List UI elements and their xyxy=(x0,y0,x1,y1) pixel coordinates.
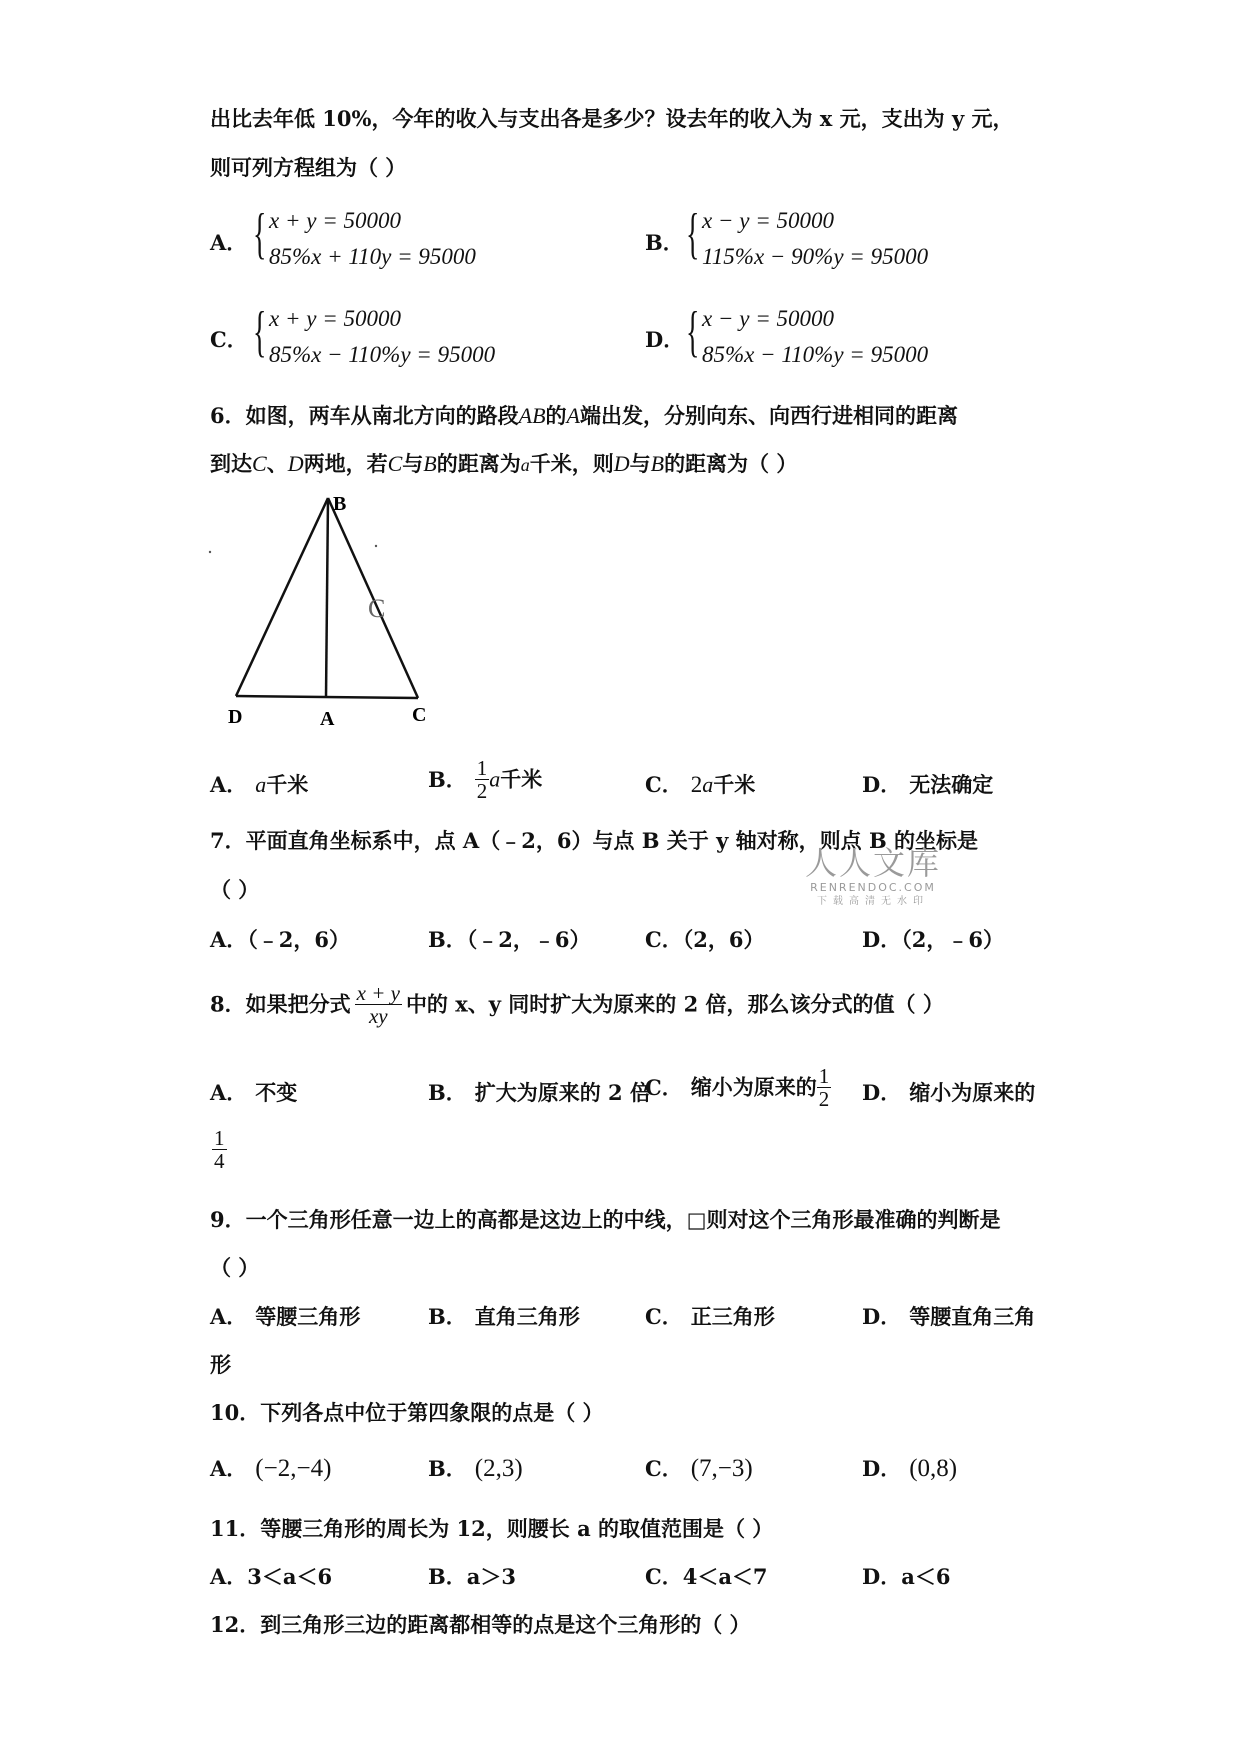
q10-line1: 10．下列各点中位于第四象限的点是（ ） xyxy=(210,1400,604,1425)
q8-option-d-fraction xyxy=(212,1127,227,1172)
segment-dc xyxy=(236,696,418,698)
speck xyxy=(375,545,377,547)
q5-option-c-eq2: 85%x − 110%y = 95000 xyxy=(269,342,496,367)
q11-option-b: B．a＞3 xyxy=(428,1564,516,1589)
q11-option-a: A．3＜a＜6 xyxy=(210,1564,333,1589)
fraction-half: $\frac{1}{2}$ xyxy=(476,756,488,803)
q5-option-d-eq1: x − y = 50000 xyxy=(702,306,834,331)
q5-line2: 则可列方程组为（ ） xyxy=(210,155,407,180)
watermark-slogan: 下载高清无水印 xyxy=(817,896,929,907)
q5-option-b-eq2: 115%x − 90%y = 95000 xyxy=(702,244,929,269)
q8-option-d: D． 缩小为原来的 xyxy=(862,1080,1036,1105)
segment-bd xyxy=(236,498,328,696)
q9-option-d: D． 等腰直角三角 xyxy=(862,1304,1036,1329)
segment-ba xyxy=(326,498,328,697)
q6-option-b: B． $\frac{1}{2}$ a千米 xyxy=(428,756,543,803)
q9-option-b: B． 直角三角形 xyxy=(428,1304,580,1329)
q5-option-a-label: A． xyxy=(210,230,248,255)
q9-option-d-wrap: 形 xyxy=(210,1352,231,1377)
q11-option-c: C．4＜a＜7 xyxy=(645,1564,768,1589)
fraction-x-plus-y-over-xy: $\frac{x + y}{xy}$ xyxy=(356,981,400,1028)
q6-option-d: D． 无法确定 xyxy=(862,772,994,797)
q9-option-a: A． 等腰三角形 xyxy=(210,1304,361,1329)
brace-icon: { xyxy=(686,301,700,363)
brace-icon: { xyxy=(686,203,700,265)
label-b: B xyxy=(333,493,347,515)
speck xyxy=(209,551,211,553)
label-c-mark: C xyxy=(368,594,386,623)
q10-option-b: B． (2,3) xyxy=(428,1455,523,1482)
q7-line2: （ ） xyxy=(210,877,260,902)
q9-line1: 9．一个三角形任意一边上的高都是这边上的中线，□则对这个三角形最准确的判断是 xyxy=(210,1207,1001,1232)
q6-line2: 到达C、D两地，若C与B的距离为a千米，则D与B的距离为（ ） xyxy=(210,451,798,476)
q5-option-c-eq1: x + y = 50000 xyxy=(269,306,401,331)
q5-option-d-label: D． xyxy=(645,327,685,352)
q10-option-a: A． (−2,−4) xyxy=(210,1455,332,1482)
q7-option-c: C．（2，6） xyxy=(645,927,765,952)
q5-option-a-eq1: x + y = 50000 xyxy=(269,208,401,233)
fraction-quarter: $\frac{1}{4}$ xyxy=(214,1126,225,1173)
label-d: D xyxy=(228,706,243,728)
q5-option-c-label: C． xyxy=(210,327,248,352)
q11-option-d: D．a＜6 xyxy=(862,1564,951,1589)
watermark-domain: RENRENDOC.COM xyxy=(810,881,936,894)
q7-option-a: A．（﹣2，6） xyxy=(210,927,351,952)
label-a: A xyxy=(320,708,335,730)
q7-option-d: D．（2，﹣6） xyxy=(862,927,1004,952)
q12-line1: 12．到三角形三边的距离都相等的点是这个三角形的（ ） xyxy=(210,1612,751,1637)
q6-option-a: A． a千米 xyxy=(210,772,309,797)
label-c: C xyxy=(412,704,427,726)
q10-option-c: C． (7,−3) xyxy=(645,1455,753,1482)
q5-line1: 出比去年低 10%，今年的收入与支出各是多少？设去年的收入为 x 元，支出为 y 元， xyxy=(210,106,1014,131)
q7-option-b: B．（﹣2，﹣6） xyxy=(428,927,591,952)
q5-option-b-label: B． xyxy=(645,230,684,255)
q8-line1: 8．如果把分式 $\frac{x + y}{xy}$ 中的 x、y 同时扩大为原来的 2 倍，那么该分式的值（ ） xyxy=(210,981,944,1028)
watermark-title: 人人文库 xyxy=(805,844,942,882)
q7-line1: 7．平面直角坐标系中，点 A（﹣2，6）与点 B 关于 y 轴对称，则点 B 的坐标是 xyxy=(210,828,979,853)
q10-option-d: D． (0,8) xyxy=(862,1455,958,1482)
brace-icon: { xyxy=(253,203,267,265)
q6-option-c: C． 2a千米 xyxy=(645,772,756,797)
q5-option-b-eq1: x − y = 50000 xyxy=(702,208,834,233)
brace-icon: { xyxy=(253,301,267,363)
q9-option-c: C． 正三角形 xyxy=(645,1304,775,1329)
q11-line1: 11．等腰三角形的周长为 12，则腰长 a 的取值范围是（ ） xyxy=(210,1516,774,1541)
q5-option-a-eq2: 85%x + 110y = 95000 xyxy=(269,244,476,269)
q8-option-c: C． 缩小为原来的 $\frac{1}{2}$ xyxy=(645,1064,830,1111)
q9-line2: （ ） xyxy=(210,1255,260,1280)
q6-line1: 6．如图，两车从南北方向的路段AB的A端出发，分别向东、向西行进相同的距离 xyxy=(210,403,958,428)
watermark xyxy=(805,845,941,909)
q8-option-b: B． 扩大为原来的 2 倍 xyxy=(428,1080,651,1105)
q5-option-d-eq2: 85%x − 110%y = 95000 xyxy=(702,342,929,367)
q8-option-a: A． 不变 xyxy=(210,1080,298,1105)
fraction-half: $\frac{1}{2}$ xyxy=(818,1064,830,1111)
q6-triangle-figure xyxy=(200,490,460,730)
